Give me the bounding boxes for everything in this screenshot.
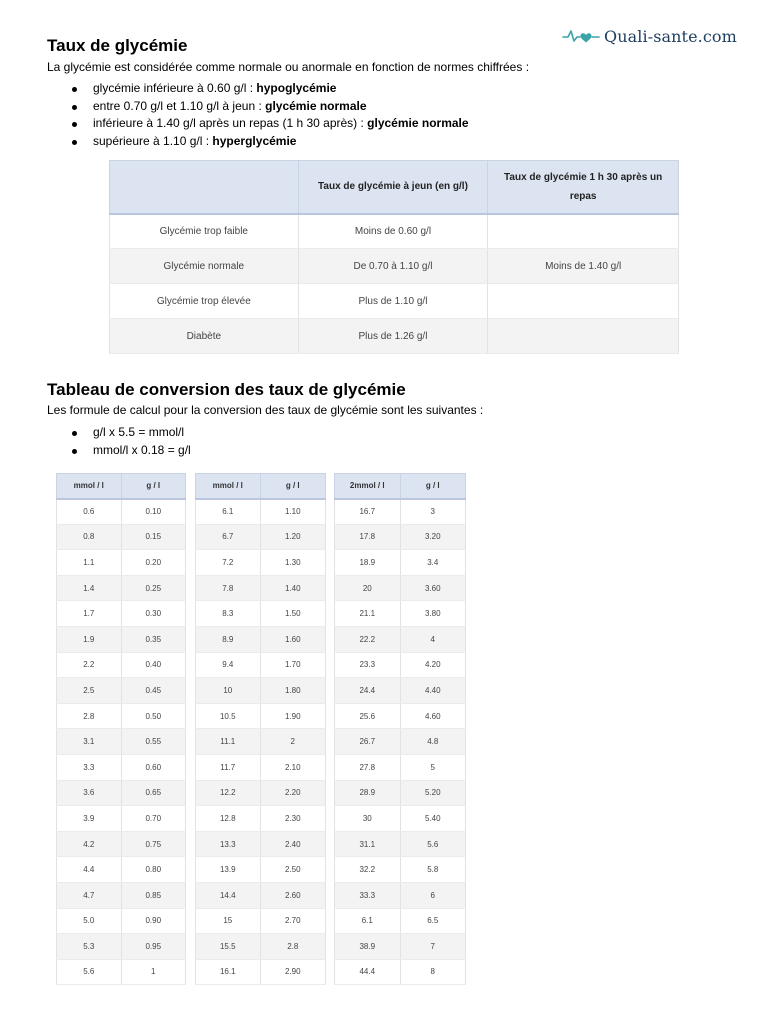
table-row: [335, 959, 466, 985]
table-row: [196, 754, 326, 780]
table-cell: 4.60: [400, 703, 465, 729]
section-intro-conversion: Les formule de calcul pour la conversion des taux de glycémie sont les suivantes :: [47, 403, 484, 417]
table-cell: 15: [196, 908, 261, 934]
table-cell: 1.40: [260, 575, 325, 601]
table-cell: 1.10: [260, 499, 325, 525]
table-header-row: [110, 161, 679, 214]
table-cell: 5.0: [57, 908, 122, 934]
table-cell: 3.60: [400, 575, 465, 601]
table-cell: 6.1: [335, 908, 401, 934]
table-cell: 0.75: [121, 831, 185, 857]
table-cell: [488, 319, 679, 354]
table-cell: 0.90: [121, 908, 185, 934]
table-row: [335, 908, 466, 934]
table-row: [335, 678, 466, 704]
table-row: [335, 626, 466, 652]
table-cell: 1.9: [57, 626, 122, 652]
table-cell: 17.8: [335, 524, 401, 550]
heartbeat-heart-icon: [562, 26, 600, 46]
table-cell: 0.8: [57, 524, 122, 550]
table-cell: 26.7: [335, 729, 401, 755]
table-cell: 1.7: [57, 601, 122, 627]
table-row: [57, 857, 186, 883]
table-row: [57, 524, 186, 550]
list-item: inférieure à 1.40 g/l après un repas (1 h 30 après) : glycémie normale: [72, 115, 469, 133]
table-cell: 12.2: [196, 780, 261, 806]
table-row: [57, 626, 186, 652]
table-row: [335, 729, 466, 755]
logo-text: Quali-sante.com: [604, 26, 737, 46]
table-row: [196, 575, 326, 601]
table-row: [196, 934, 326, 960]
table-cell: 44.4: [335, 959, 401, 985]
table-row: [196, 703, 326, 729]
table-cell: 1.70: [260, 652, 325, 678]
table-cell: 8: [400, 959, 465, 985]
table-cell: 2.30: [260, 806, 325, 832]
table-cell: 13.3: [196, 831, 261, 857]
table-cell: 3.4: [400, 550, 465, 576]
table-cell: 5.40: [400, 806, 465, 832]
table-cell: 1.1: [57, 550, 122, 576]
table-cell: 5.20: [400, 780, 465, 806]
table-cell: 7.8: [196, 575, 261, 601]
table-row: [196, 626, 326, 652]
table-cell: 6.7: [196, 524, 261, 550]
table-cell: 28.9: [335, 780, 401, 806]
table-cell: 0.25: [121, 575, 185, 601]
table-row: [110, 319, 679, 354]
table-row: [196, 882, 326, 908]
table-cell: 3.1: [57, 729, 122, 755]
table-cell: 3.80: [400, 601, 465, 627]
table-header-cell: 2mmol / l: [335, 474, 401, 499]
table-cell: 0.20: [121, 550, 185, 576]
table-header-cell: g / l: [400, 474, 465, 499]
table-cell: 6: [400, 882, 465, 908]
table-row: [335, 857, 466, 883]
table-cell: 14.4: [196, 882, 261, 908]
table-cell: 4.20: [400, 652, 465, 678]
table-cell: 3.3: [57, 754, 122, 780]
table-cell: 3.6: [57, 780, 122, 806]
glycemie-norms-list: [72, 80, 469, 150]
table-cell: 0.6: [57, 499, 122, 525]
table-cell: 12.8: [196, 806, 261, 832]
table-cell: 0.65: [121, 780, 185, 806]
list-item: glycémie inférieure à 0.60 g/l : hypoglycémie: [72, 80, 469, 98]
table-cell: [488, 214, 679, 249]
table-row: [335, 703, 466, 729]
table-cell: 2.20: [260, 780, 325, 806]
table-cell: 10: [196, 678, 261, 704]
table-cell: 2.40: [260, 831, 325, 857]
table-row: [110, 249, 679, 284]
table-cell: 1: [121, 959, 185, 985]
table-cell: 2.70: [260, 908, 325, 934]
table-row: [196, 806, 326, 832]
table-cell: Plus de 1.10 g/l: [298, 284, 488, 319]
table-cell: Glycémie normale: [110, 249, 299, 284]
table-cell: 4.7: [57, 882, 122, 908]
table-row: [57, 601, 186, 627]
table-row: [57, 550, 186, 576]
table-cell: 4.4: [57, 857, 122, 883]
table-header-cell: mmol / l: [57, 474, 122, 499]
table-row: [196, 908, 326, 934]
table-header-row: [196, 474, 326, 499]
table-cell: 3: [400, 499, 465, 525]
list-item: mmol/l x 0.18 = g/l: [72, 442, 191, 460]
table-cell: 13.9: [196, 857, 261, 883]
table-cell: 4.8: [400, 729, 465, 755]
table-cell: 0.80: [121, 857, 185, 883]
table-row: [335, 575, 466, 601]
table-row: [57, 729, 186, 755]
conversion-formula-list: [72, 424, 191, 459]
table-cell: 0.50: [121, 703, 185, 729]
table-header-cell: g / l: [121, 474, 185, 499]
table-row: [57, 499, 186, 525]
table-cell: 8.3: [196, 601, 261, 627]
table-cell: 2.60: [260, 882, 325, 908]
table-cell: Moins de 0.60 g/l: [298, 214, 488, 249]
table-row: [196, 780, 326, 806]
conversion-table-1: [56, 473, 186, 985]
table-cell: 1.4: [57, 575, 122, 601]
table-row: [57, 754, 186, 780]
table-cell: 1.30: [260, 550, 325, 576]
table-cell: 2.10: [260, 754, 325, 780]
table-cell: 0.55: [121, 729, 185, 755]
table-row: [335, 806, 466, 832]
section-title-conversion: Tableau de conversion des taux de glycémie: [47, 380, 406, 399]
table-cell: 0.30: [121, 601, 185, 627]
table-cell: 2.90: [260, 959, 325, 985]
table-cell: 1.90: [260, 703, 325, 729]
table-row: [335, 601, 466, 627]
table-cell: 5.6: [57, 959, 122, 985]
table-row: [196, 524, 326, 550]
table-cell: 1.80: [260, 678, 325, 704]
table-cell: 3.9: [57, 806, 122, 832]
table-cell: 0.45: [121, 678, 185, 704]
table-cell: 15.5: [196, 934, 261, 960]
table-cell: Glycémie trop faible: [110, 214, 299, 249]
table-row: [57, 959, 186, 985]
table-cell: 22.2: [335, 626, 401, 652]
conversion-table-3: [334, 473, 466, 985]
table-cell: Moins de 1.40 g/l: [488, 249, 679, 284]
table-cell: 27.8: [335, 754, 401, 780]
table-cell: Glycémie trop élevée: [110, 284, 299, 319]
table-cell: 16.1: [196, 959, 261, 985]
table-cell: 6.1: [196, 499, 261, 525]
table-row: [57, 908, 186, 934]
table-cell: 0.40: [121, 652, 185, 678]
table-row: [196, 831, 326, 857]
conversion-table-2: [195, 473, 326, 985]
list-item: g/l x 5.5 = mmol/l: [72, 424, 191, 442]
table-cell: 3.20: [400, 524, 465, 550]
list-item: entre 0.70 g/l et 1.10 g/l à jeun : glycémie normale: [72, 98, 469, 116]
table-cell: 5.6: [400, 831, 465, 857]
list-item: supérieure à 1.10 g/l : hyperglycémie: [72, 133, 469, 151]
table-row: [196, 499, 326, 525]
table-cell: 30: [335, 806, 401, 832]
table-cell: 16.7: [335, 499, 401, 525]
table-header-cell: mmol / l: [196, 474, 261, 499]
table-cell: [488, 284, 679, 319]
table-cell: 1.50: [260, 601, 325, 627]
table-cell: 4.2: [57, 831, 122, 857]
table-cell: 31.1: [335, 831, 401, 857]
table-cell: 0.60: [121, 754, 185, 780]
table-row: [196, 652, 326, 678]
table-cell: 0.85: [121, 882, 185, 908]
table-row: [335, 550, 466, 576]
table-row: [110, 214, 679, 249]
table-cell: 9.4: [196, 652, 261, 678]
table-cell: 7.2: [196, 550, 261, 576]
table-row: [335, 780, 466, 806]
table-cell: 7: [400, 934, 465, 960]
table-header-cell: g / l: [260, 474, 325, 499]
table-row: [196, 959, 326, 985]
table-row: [57, 831, 186, 857]
table-header-row: [335, 474, 466, 499]
table-header-row: [57, 474, 186, 499]
table-row: [57, 652, 186, 678]
table-cell: 25.6: [335, 703, 401, 729]
table-row: [335, 882, 466, 908]
table-row: [196, 729, 326, 755]
table-header-cell: [110, 161, 299, 214]
table-row: [196, 678, 326, 704]
table-cell: 33.3: [335, 882, 401, 908]
table-cell: De 0.70 à 1.10 g/l: [298, 249, 488, 284]
table-cell: 0.15: [121, 524, 185, 550]
table-cell: 5.8: [400, 857, 465, 883]
table-row: [57, 882, 186, 908]
table-cell: 5: [400, 754, 465, 780]
table-cell: 38.9: [335, 934, 401, 960]
table-cell: 6.5: [400, 908, 465, 934]
table-cell: 4: [400, 626, 465, 652]
table-row: [110, 284, 679, 319]
table-cell: 11.1: [196, 729, 261, 755]
table-cell: 18.9: [335, 550, 401, 576]
table-row: [335, 652, 466, 678]
table-cell: 10.5: [196, 703, 261, 729]
table-row: [196, 550, 326, 576]
table-cell: 20: [335, 575, 401, 601]
table-row: [335, 524, 466, 550]
table-row: [196, 857, 326, 883]
table-row: [57, 934, 186, 960]
table-cell: 23.3: [335, 652, 401, 678]
section-title-glycemie: Taux de glycémie: [47, 36, 188, 55]
table-cell: 24.4: [335, 678, 401, 704]
table-cell: 32.2: [335, 857, 401, 883]
table-cell: 0.70: [121, 806, 185, 832]
table-header-cell: Taux de glycémie 1 h 30 après un repas: [488, 161, 679, 214]
table-cell: Diabète: [110, 319, 299, 354]
table-row: [57, 780, 186, 806]
table-cell: 2: [260, 729, 325, 755]
table-row: [335, 934, 466, 960]
table-cell: 2.50: [260, 857, 325, 883]
table-cell: 2.8: [57, 703, 122, 729]
table-cell: 0.35: [121, 626, 185, 652]
table-row: [57, 806, 186, 832]
table-cell: 21.1: [335, 601, 401, 627]
table-cell: 1.60: [260, 626, 325, 652]
table-cell: 0.10: [121, 499, 185, 525]
table-header-cell: Taux de glycémie à jeun (en g/l): [298, 161, 488, 214]
glycemie-norms-table: [109, 160, 679, 354]
table-row: [57, 575, 186, 601]
table-row: [57, 678, 186, 704]
table-cell: 0.95: [121, 934, 185, 960]
table-cell: 2.5: [57, 678, 122, 704]
table-row: [57, 703, 186, 729]
table-cell: 11.7: [196, 754, 261, 780]
table-row: [335, 831, 466, 857]
table-cell: 2.2: [57, 652, 122, 678]
table-cell: 4.40: [400, 678, 465, 704]
table-row: [335, 499, 466, 525]
table-cell: Plus de 1.26 g/l: [298, 319, 488, 354]
table-cell: 1.20: [260, 524, 325, 550]
table-cell: 5.3: [57, 934, 122, 960]
site-logo: [562, 26, 737, 46]
table-row: [335, 754, 466, 780]
section-intro-glycemie: La glycémie est considérée comme normale ou anormale en fonction de normes chiffrées :: [47, 60, 530, 74]
table-row: [196, 601, 326, 627]
table-cell: 8.9: [196, 626, 261, 652]
table-cell: 2.8: [260, 934, 325, 960]
